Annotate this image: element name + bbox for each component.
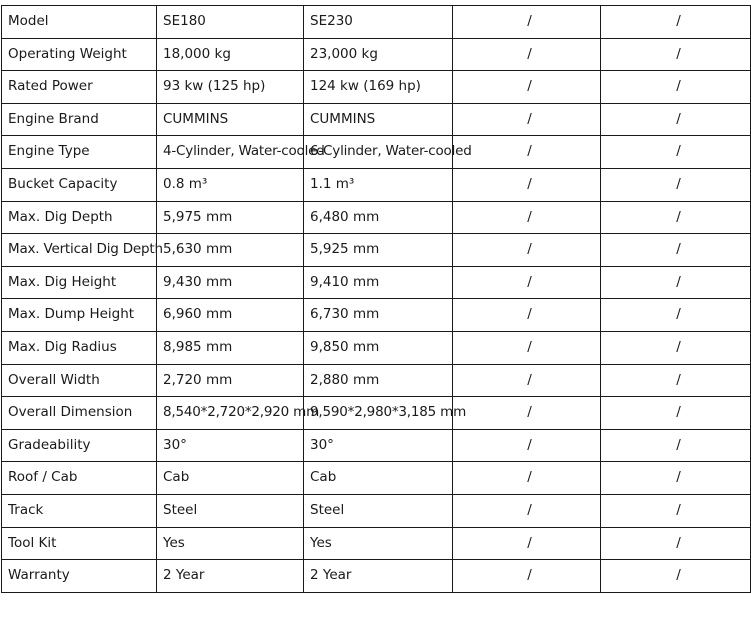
cell-col4: / [601, 234, 751, 267]
cell-se230: 124 kw (169 hp) [304, 71, 453, 104]
cell-col4: / [601, 71, 751, 104]
table-row [2, 429, 751, 462]
cell-se180: 2 Year [157, 560, 304, 593]
row-label: Rated Power [2, 71, 157, 104]
cell-col4: / [601, 103, 751, 136]
cell-se230: 30° [304, 429, 453, 462]
cell-col4: / [601, 299, 751, 332]
cell-col4: / [601, 429, 751, 462]
cell-col3: / [453, 397, 601, 430]
row-label: Track [2, 494, 157, 527]
cell-se180: CUMMINS [157, 103, 304, 136]
table-row [2, 331, 751, 364]
cell-se230: 2 Year [304, 560, 453, 593]
cell-col3: / [453, 71, 601, 104]
cell-se230: 23,000 kg [304, 38, 453, 71]
cell-col3: / [453, 168, 601, 201]
row-label: Max. Dig Depth [2, 201, 157, 234]
cell-se180: SE180 [157, 6, 304, 39]
row-label: Warranty [2, 560, 157, 593]
table-row [2, 71, 751, 104]
cell-se230: 6-Cylinder, Water-cooled [304, 136, 453, 169]
cell-col4: / [601, 266, 751, 299]
cell-col4: / [601, 201, 751, 234]
row-label: Max. Dig Height [2, 266, 157, 299]
row-label: Max. Dump Height [2, 299, 157, 332]
cell-col3: / [453, 364, 601, 397]
table-row [2, 299, 751, 332]
row-label: Overall Dimension [2, 397, 157, 430]
cell-col3: / [453, 266, 601, 299]
table-row [2, 201, 751, 234]
cell-col4: / [601, 397, 751, 430]
cell-col3: / [453, 331, 601, 364]
row-label: Gradeability [2, 429, 157, 462]
cell-col3: / [453, 136, 601, 169]
row-label: Max. Vertical Dig Depth [2, 234, 157, 267]
cell-se180: 0.8 m³ [157, 168, 304, 201]
row-label: Overall Width [2, 364, 157, 397]
cell-se230: Steel [304, 494, 453, 527]
cell-col3: / [453, 560, 601, 593]
cell-col4: / [601, 494, 751, 527]
cell-se180: 2,720 mm [157, 364, 304, 397]
cell-se180: 5,975 mm [157, 201, 304, 234]
cell-col4: / [601, 136, 751, 169]
cell-se180: 18,000 kg [157, 38, 304, 71]
row-label: Operating Weight [2, 38, 157, 71]
cell-col4: / [601, 560, 751, 593]
cell-se230: 6,480 mm [304, 201, 453, 234]
row-label: Engine Type [2, 136, 157, 169]
row-label: Engine Brand [2, 103, 157, 136]
cell-se180: 30° [157, 429, 304, 462]
cell-se230: 9,850 mm [304, 331, 453, 364]
cell-col3: / [453, 234, 601, 267]
table-row [2, 397, 751, 430]
cell-col4: / [601, 38, 751, 71]
table-row [2, 6, 751, 39]
table-row [2, 462, 751, 495]
cell-col3: / [453, 462, 601, 495]
table-row [2, 103, 751, 136]
cell-se180: 8,540*2,720*2,920 mm [157, 397, 304, 430]
cell-col3: / [453, 299, 601, 332]
table-row [2, 38, 751, 71]
row-label: Bucket Capacity [2, 168, 157, 201]
cell-se180: 9,430 mm [157, 266, 304, 299]
cell-se180: 5,630 mm [157, 234, 304, 267]
cell-se180: Steel [157, 494, 304, 527]
table-row [2, 560, 751, 593]
cell-col4: / [601, 462, 751, 495]
cell-col3: / [453, 429, 601, 462]
spec-table [1, 5, 751, 593]
cell-col3: / [453, 6, 601, 39]
cell-col4: / [601, 527, 751, 560]
cell-se180: Yes [157, 527, 304, 560]
cell-col4: / [601, 331, 751, 364]
cell-col3: / [453, 527, 601, 560]
cell-col3: / [453, 201, 601, 234]
cell-se180: 93 kw (125 hp) [157, 71, 304, 104]
cell-col3: / [453, 38, 601, 71]
row-label: Roof / Cab [2, 462, 157, 495]
spec-table-body [2, 6, 751, 593]
cell-col4: / [601, 364, 751, 397]
cell-se180: 6,960 mm [157, 299, 304, 332]
cell-se230: 2,880 mm [304, 364, 453, 397]
table-row [2, 266, 751, 299]
cell-col4: / [601, 168, 751, 201]
cell-se180: Cab [157, 462, 304, 495]
cell-se230: 5,925 mm [304, 234, 453, 267]
cell-col3: / [453, 103, 601, 136]
table-row [2, 494, 751, 527]
cell-se230: 6,730 mm [304, 299, 453, 332]
row-label: Tool Kit [2, 527, 157, 560]
cell-col4: / [601, 6, 751, 39]
table-row [2, 527, 751, 560]
cell-se230: Yes [304, 527, 453, 560]
cell-col3: / [453, 494, 601, 527]
row-label: Max. Dig Radius [2, 331, 157, 364]
table-row [2, 234, 751, 267]
table-row [2, 168, 751, 201]
table-row [2, 364, 751, 397]
cell-se230: SE230 [304, 6, 453, 39]
cell-se230: CUMMINS [304, 103, 453, 136]
cell-se180: 4-Cylinder, Water-cooled [157, 136, 304, 169]
cell-se230: 9,590*2,980*3,185 mm [304, 397, 453, 430]
table-row [2, 136, 751, 169]
cell-se230: 1.1 m³ [304, 168, 453, 201]
cell-se230: 9,410 mm [304, 266, 453, 299]
cell-se230: Cab [304, 462, 453, 495]
cell-se180: 8,985 mm [157, 331, 304, 364]
row-label: Model [2, 6, 157, 39]
